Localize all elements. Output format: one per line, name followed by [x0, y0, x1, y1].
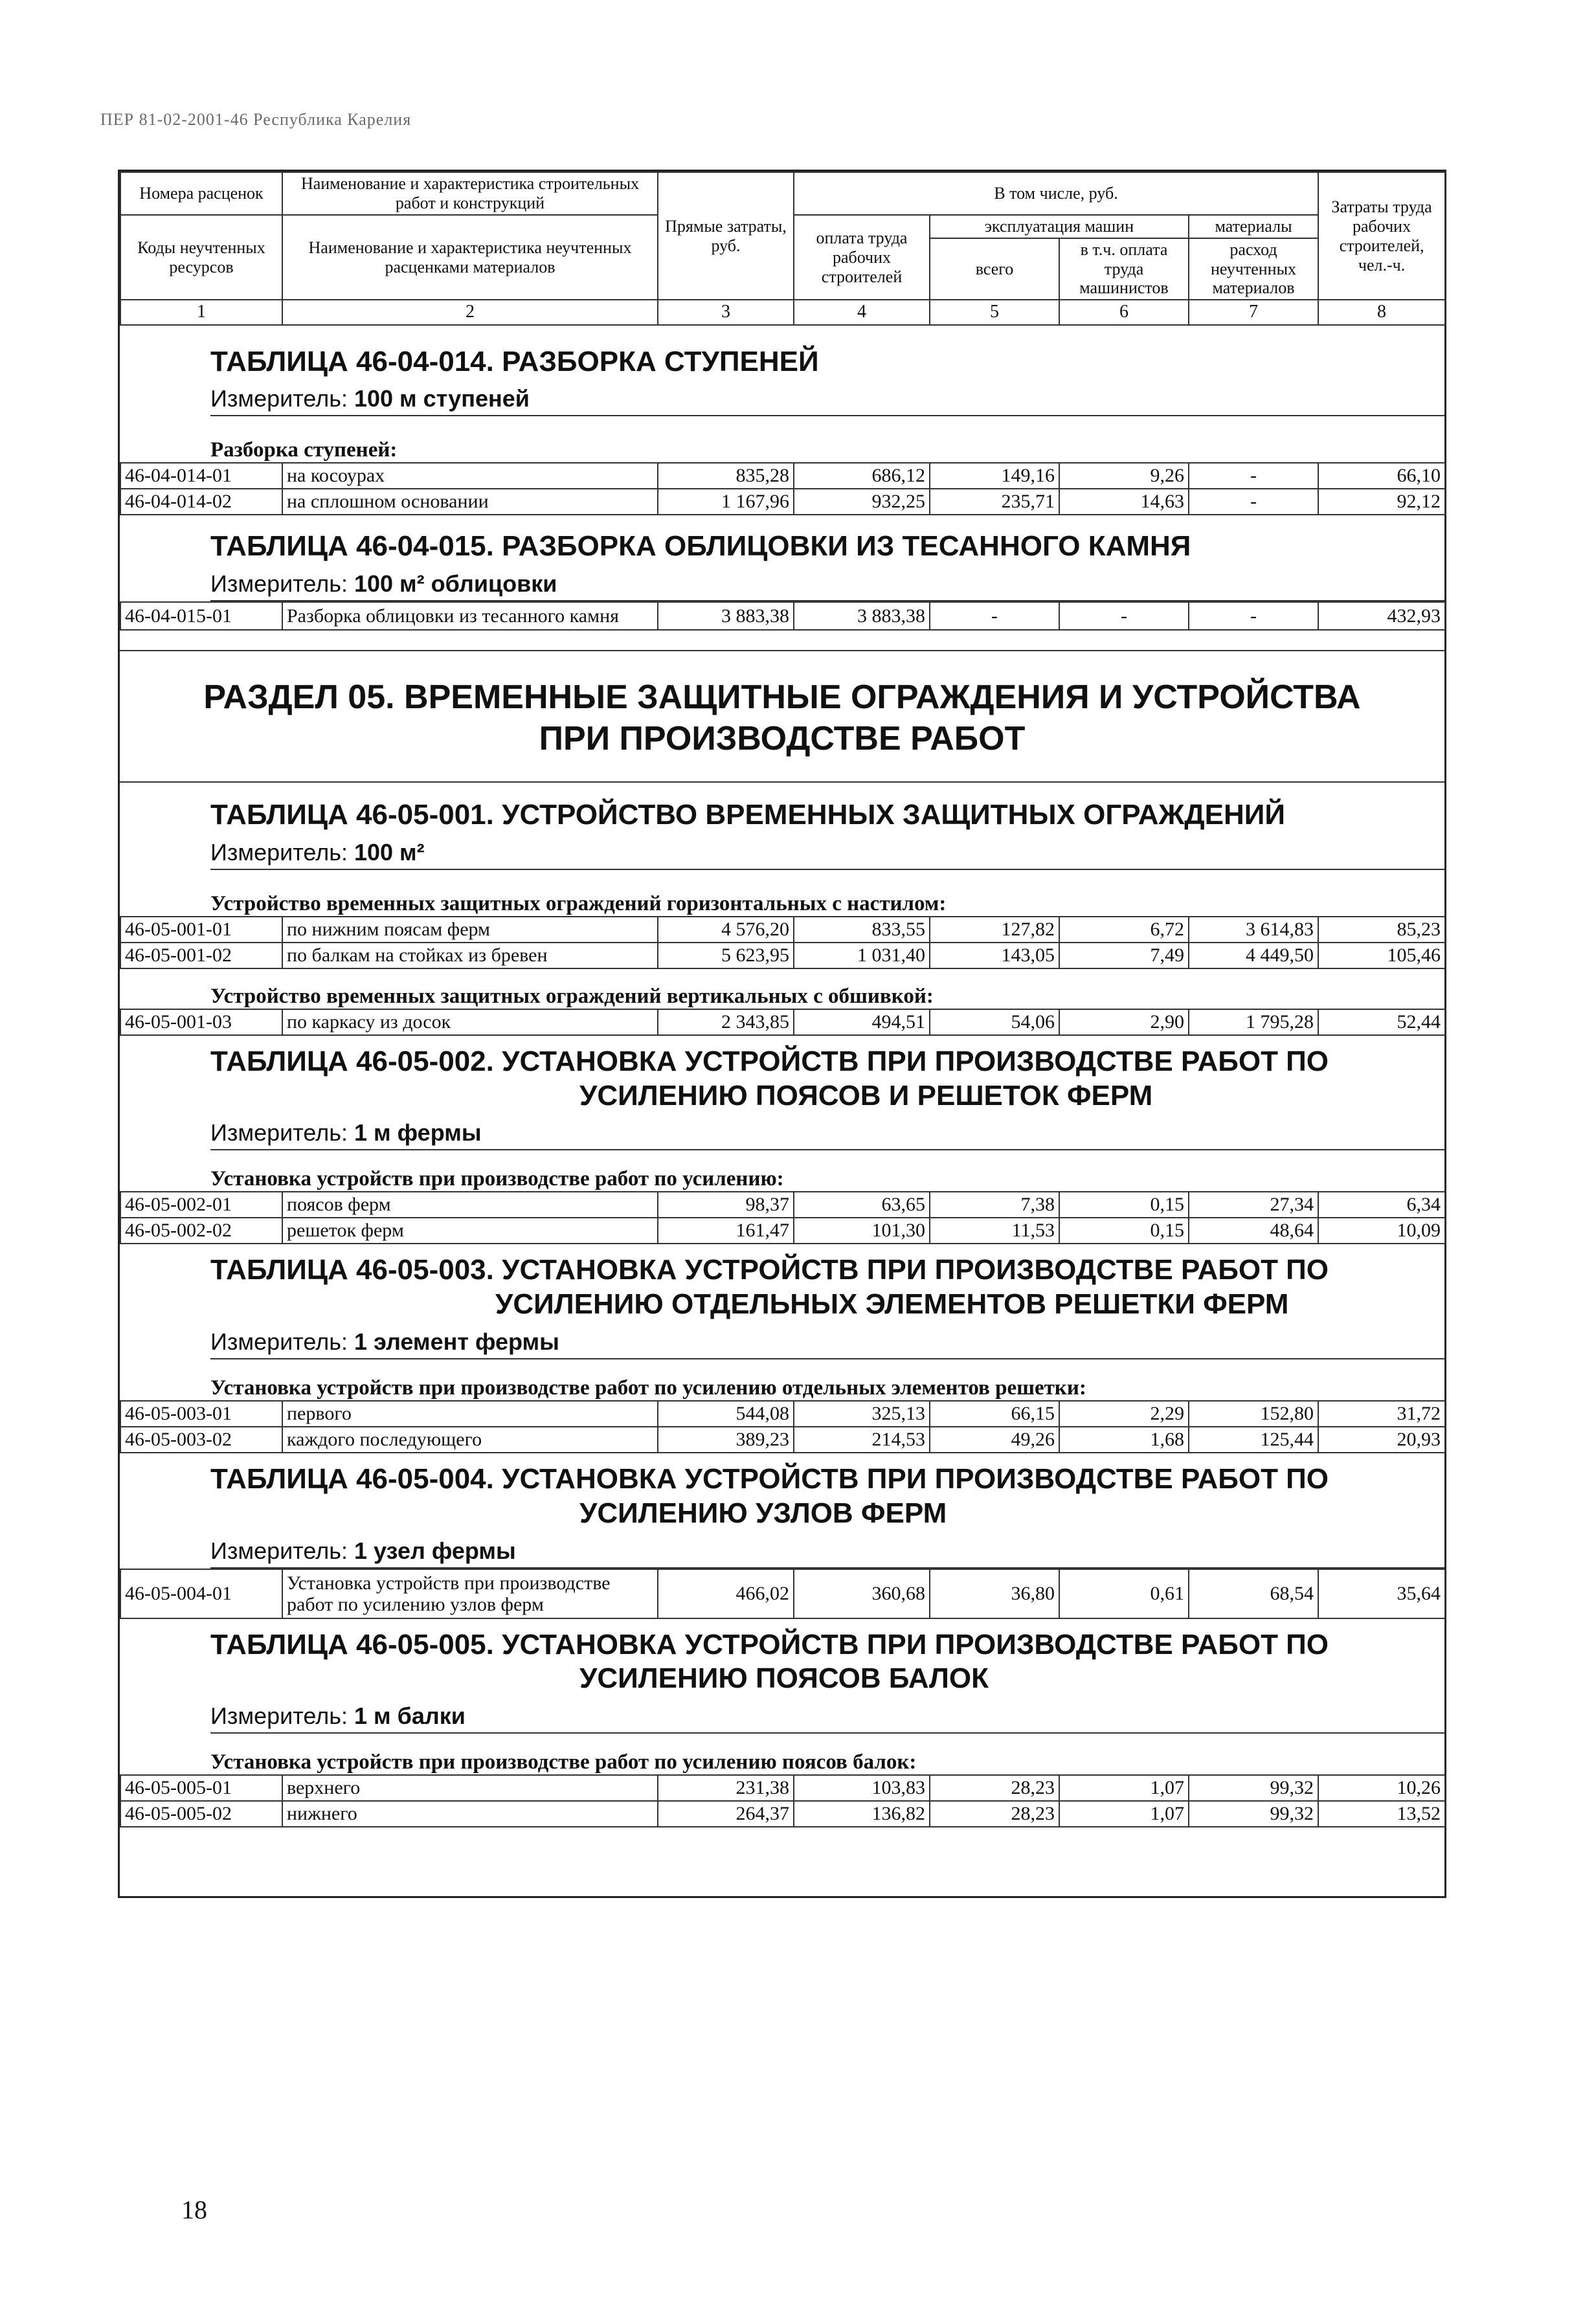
subheading: Установка устройств при производстве работ по усилению: [210, 1167, 784, 1191]
table-title: ТАБЛИЦА 46-05-001. УСТРОЙСТВО ВРЕМЕННЫХ ЗАЩИТНЫХ ОГРАЖДЕНИЙ [210, 799, 1286, 831]
rate-code: 46-05-005-02 [120, 1801, 282, 1827]
rate-name: по нижним поясам ферм [282, 917, 658, 943]
price-table-page [118, 170, 1446, 1898]
measure-label: Измеритель: [210, 838, 348, 866]
material-cost: - [1189, 489, 1318, 515]
machine-cost: 54,06 [930, 1009, 1059, 1035]
wage-cost: 494,51 [794, 1009, 930, 1035]
header-machines: эксплуатация машин [930, 215, 1189, 238]
rate-rows [120, 916, 1446, 969]
rate-code: 46-05-001-03 [120, 1009, 282, 1035]
table-title: ТАБЛИЦА 46-04-015. РАЗБОРКА ОБЛИЦОВКИ ИЗ ТЕСАННОГО КАМНЯ [210, 530, 1191, 563]
material-cost: 99,32 [1189, 1775, 1318, 1801]
table-46-05-003 [120, 1253, 1444, 1453]
rate-name: Разборка облицовки из тесанного камня [282, 602, 658, 630]
subheading: Устройство временных защитных ограждений горизонтальных с настилом: [210, 891, 947, 915]
machine-cost: 66,15 [930, 1401, 1059, 1427]
table-46-05-001 [120, 798, 1444, 1036]
measure-unit: 100 м² [354, 838, 425, 866]
measure-unit: 1 элемент фермы [354, 1328, 559, 1355]
rate-rows [120, 462, 1446, 515]
direct-cost: 231,38 [658, 1775, 794, 1801]
table-title-line-2: УСИЛЕНИЮ ПОЯСОВ БАЛОК [579, 1662, 989, 1695]
page-number: 18 [181, 2195, 207, 2224]
table-row [120, 1775, 1445, 1801]
table-row [120, 1569, 1445, 1618]
labor-cost: 92,12 [1318, 489, 1445, 515]
rate-name: Установка устройств при производстве работ по усилению узлов ферм [282, 1569, 658, 1618]
machinist-cost: 1,68 [1059, 1427, 1189, 1453]
rate-name: верхнего [282, 1775, 658, 1801]
rate-rows [120, 1400, 1446, 1453]
table-46-05-002 [120, 1045, 1444, 1245]
measure-line [210, 1703, 1444, 1734]
rate-code: 46-04-014-01 [120, 463, 282, 489]
table-row [120, 602, 1445, 630]
col-num: 5 [930, 300, 1059, 324]
direct-cost: 161,47 [658, 1218, 794, 1244]
header-wage: оплата труда рабочих строителей [794, 215, 930, 300]
running-header: ПЕР 81-02-2001-46 Республика Карелия [100, 110, 412, 129]
wage-cost: 1 031,40 [794, 943, 930, 968]
labor-cost: 6,34 [1318, 1192, 1445, 1218]
direct-cost: 1 167,96 [658, 489, 794, 515]
direct-cost: 264,37 [658, 1801, 794, 1827]
rate-name: нижнего [282, 1801, 658, 1827]
direct-cost: 98,37 [658, 1192, 794, 1218]
material-cost: 1 795,28 [1189, 1009, 1318, 1035]
rate-name: по балкам на стойках из бревен [282, 943, 658, 968]
header-codes-top: Номера расценок [120, 172, 282, 215]
labor-cost: 31,72 [1318, 1401, 1445, 1427]
wage-cost: 101,30 [794, 1218, 930, 1244]
subheading: Установка устройств при производстве работ по усилению отдельных элементов решетки: [210, 1376, 1086, 1400]
machinist-cost: 7,49 [1059, 943, 1189, 968]
table-title-line-2: УСИЛЕНИЮ ОТДЕЛЬНЫХ ЭЛЕМЕНТОВ РЕШЕТКИ ФЕРМ [495, 1288, 1289, 1321]
subheading: Разборка ступеней: [210, 438, 398, 462]
table-46-04-014 [120, 345, 1444, 516]
measure-line [210, 570, 1444, 601]
material-cost: - [1189, 602, 1318, 630]
rate-code: 46-05-001-01 [120, 917, 282, 943]
wage-cost: 63,65 [794, 1192, 930, 1218]
labor-cost: 432,93 [1318, 602, 1445, 630]
machinist-cost: 2,29 [1059, 1401, 1189, 1427]
table-title: ТАБЛИЦА 46-04-014. РАЗБОРКА СТУПЕНЕЙ [210, 345, 819, 377]
labor-cost: 13,52 [1318, 1801, 1445, 1827]
section-title-line-2: ПРИ ПРОИЗВОДСТВЕ РАБОТ [539, 719, 1026, 757]
measure-line [210, 1119, 1444, 1150]
col-num: 3 [658, 300, 794, 324]
measure-unit: 1 м балки [354, 1703, 466, 1730]
rate-code: 46-05-002-01 [120, 1192, 282, 1218]
measure-label: Измеритель: [210, 1119, 348, 1146]
header-including: В том числе, руб. [794, 172, 1318, 215]
measure-label: Измеритель: [210, 1328, 348, 1355]
labor-cost: 85,23 [1318, 917, 1445, 943]
labor-cost: 35,64 [1318, 1569, 1445, 1618]
labor-cost: 52,44 [1318, 1009, 1445, 1035]
table-46-05-004 [120, 1462, 1444, 1619]
machinist-cost: 1,07 [1059, 1775, 1189, 1801]
machine-cost: 149,16 [930, 463, 1059, 489]
direct-cost: 835,28 [658, 463, 794, 489]
material-cost: 48,64 [1189, 1218, 1318, 1244]
wage-cost: 214,53 [794, 1427, 930, 1453]
table-title-line-1: ТАБЛИЦА 46-05-002. УСТАНОВКА УСТРОЙСТВ ПРИ ПРОИЗВОДСТВЕ РАБОТ ПО [210, 1045, 1329, 1077]
direct-cost: 2 343,85 [658, 1009, 794, 1035]
measure-line [210, 1328, 1444, 1359]
material-cost: 99,32 [1189, 1801, 1318, 1827]
measure-unit: 100 м ступеней [354, 385, 530, 412]
col-num: 2 [282, 300, 658, 324]
table-row [120, 463, 1445, 489]
machine-cost: 127,82 [930, 917, 1059, 943]
rate-rows [120, 601, 1446, 631]
rate-code: 46-05-002-02 [120, 1218, 282, 1244]
machine-cost: 49,26 [930, 1427, 1059, 1453]
machine-cost: 36,80 [930, 1569, 1059, 1618]
measure-label: Измеритель: [210, 1537, 348, 1564]
table-title-line-2: УСИЛЕНИЮ УЗЛОВ ФЕРМ [579, 1497, 947, 1529]
machinist-cost: 9,26 [1059, 463, 1189, 489]
material-cost: 68,54 [1189, 1569, 1318, 1618]
measure-line [210, 385, 1444, 416]
table-row [120, 1192, 1445, 1218]
table-row [120, 1401, 1445, 1427]
measure-unit: 1 узел фермы [354, 1537, 516, 1564]
table-title [210, 1253, 1444, 1322]
col-num: 7 [1189, 300, 1318, 324]
machinist-cost: 6,72 [1059, 917, 1189, 943]
measure-unit: 1 м фермы [354, 1119, 482, 1146]
table-title [210, 1628, 1444, 1697]
labor-cost: 10,09 [1318, 1218, 1445, 1244]
table-row [120, 1801, 1445, 1827]
table-row [120, 1218, 1445, 1244]
wage-cost: 686,12 [794, 463, 930, 489]
wage-cost: 932,25 [794, 489, 930, 515]
header-materials: материалы [1189, 215, 1318, 238]
measure-label: Измеритель: [210, 570, 348, 598]
rate-rows [120, 1569, 1446, 1619]
machine-cost: 28,23 [930, 1801, 1059, 1827]
rate-name: поясов ферм [282, 1192, 658, 1218]
header-mat-consumption: расход неучтенных материалов [1189, 238, 1318, 300]
header-machinist: в т.ч. оплата труда машинистов [1059, 238, 1189, 300]
labor-cost: 10,26 [1318, 1775, 1445, 1801]
wage-cost: 136,82 [794, 1801, 930, 1827]
machine-cost: 7,38 [930, 1192, 1059, 1218]
rate-code: 46-05-003-01 [120, 1401, 282, 1427]
column-header [120, 172, 1446, 326]
machinist-cost: - [1059, 602, 1189, 630]
table-title-line-1: ТАБЛИЦА 46-05-004. УСТАНОВКА УСТРОЙСТВ ПРИ ПРОИЗВОДСТВЕ РАБОТ ПО [210, 1462, 1329, 1495]
rate-name: по каркасу из досок [282, 1009, 658, 1035]
subheading: Устройство временных защитных ограждений вертикальных с обшивкой: [210, 984, 934, 1008]
machine-cost: 11,53 [930, 1218, 1059, 1244]
table-title-line-2: УСИЛЕНИЮ ПОЯСОВ И РЕШЕТОК ФЕРМ [579, 1079, 1153, 1112]
wage-cost: 103,83 [794, 1775, 930, 1801]
direct-cost: 3 883,38 [658, 602, 794, 630]
col-num: 8 [1318, 300, 1445, 324]
header-labor-costs: Затраты труда рабочих строителей, чел.-ч. [1318, 172, 1445, 300]
header-name-top: Наименование и характеристика строительных работ и конструкций [282, 172, 658, 215]
measure-line [210, 1537, 1444, 1569]
wage-cost: 833,55 [794, 917, 930, 943]
machine-cost: - [930, 602, 1059, 630]
direct-cost: 544,08 [658, 1401, 794, 1427]
rate-name: на косоурах [282, 463, 658, 489]
rate-code: 46-04-014-02 [120, 489, 282, 515]
col-num: 4 [794, 300, 930, 324]
direct-cost: 5 623,95 [658, 943, 794, 968]
table-title [210, 1462, 1444, 1531]
rate-code: 46-05-004-01 [120, 1569, 282, 1618]
labor-cost: 66,10 [1318, 463, 1445, 489]
section-heading [120, 650, 1444, 783]
rate-name: первого [282, 1401, 658, 1427]
wage-cost: 360,68 [794, 1569, 930, 1618]
table-row [120, 1427, 1445, 1453]
machinist-cost: 0,15 [1059, 1218, 1189, 1244]
header-direct-costs: Прямые затраты, руб. [658, 172, 794, 300]
measure-unit: 100 м² облицовки [354, 570, 557, 598]
subheading: Установка устройств при производстве работ по усилению поясов балок: [210, 1750, 917, 1774]
machinist-cost: 14,63 [1059, 489, 1189, 515]
section-title-line-1: РАЗДЕЛ 05. ВРЕМЕННЫЕ ЗАЩИТНЫЕ ОГРАЖДЕНИЯ И УСТРОЙСТВА [203, 678, 1361, 717]
direct-cost: 389,23 [658, 1427, 794, 1453]
machinist-cost: 0,61 [1059, 1569, 1189, 1618]
material-cost: 4 449,50 [1189, 943, 1318, 968]
machine-cost: 28,23 [930, 1775, 1059, 1801]
machine-cost: 235,71 [930, 489, 1059, 515]
measure-label: Измеритель: [210, 385, 348, 412]
table-title-line-1: ТАБЛИЦА 46-05-003. УСТАНОВКА УСТРОЙСТВ ПРИ ПРОИЗВОДСТВЕ РАБОТ ПО [210, 1254, 1329, 1286]
rate-code: 46-05-005-01 [120, 1775, 282, 1801]
rate-code: 46-05-001-02 [120, 943, 282, 968]
wage-cost: 325,13 [794, 1401, 930, 1427]
rate-rows [120, 1774, 1446, 1827]
rate-name: каждого последующего [282, 1427, 658, 1453]
labor-cost: 105,46 [1318, 943, 1445, 968]
table-46-05-005 [120, 1628, 1444, 1828]
direct-cost: 4 576,20 [658, 917, 794, 943]
table-46-04-015 [120, 530, 1444, 631]
machinist-cost: 0,15 [1059, 1192, 1189, 1218]
material-cost: - [1189, 463, 1318, 489]
header-name-bottom: Наименование и характеристика неучтенных расценками материалов [282, 215, 658, 300]
rate-name: решеток ферм [282, 1218, 658, 1244]
measure-line [210, 839, 1444, 870]
machinist-cost: 1,07 [1059, 1801, 1189, 1827]
material-cost: 152,80 [1189, 1401, 1318, 1427]
header-codes-bottom: Коды неучтенных ресурсов [120, 215, 282, 300]
labor-cost: 20,93 [1318, 1427, 1445, 1453]
table-title-line-1: ТАБЛИЦА 46-05-005. УСТАНОВКА УСТРОЙСТВ ПРИ ПРОИЗВОДСТВЕ РАБОТ ПО [210, 1628, 1329, 1660]
table-row [120, 943, 1445, 968]
rate-name: на сплошном основании [282, 489, 658, 515]
material-cost: 125,44 [1189, 1427, 1318, 1453]
col-num: 1 [120, 300, 282, 324]
direct-cost: 466,02 [658, 1569, 794, 1618]
rate-rows [120, 1009, 1446, 1036]
table-row [120, 489, 1445, 515]
material-cost: 27,34 [1189, 1192, 1318, 1218]
measure-label: Измеритель: [210, 1703, 348, 1730]
header-total: всего [930, 238, 1059, 300]
wage-cost: 3 883,38 [794, 602, 930, 630]
table-title [210, 1045, 1444, 1113]
table-row [120, 1009, 1445, 1035]
machinist-cost: 2,90 [1059, 1009, 1189, 1035]
machine-cost: 143,05 [930, 943, 1059, 968]
rate-code: 46-04-015-01 [120, 602, 282, 630]
rate-rows [120, 1191, 1446, 1244]
material-cost: 3 614,83 [1189, 917, 1318, 943]
table-row [120, 917, 1445, 943]
col-num: 6 [1059, 300, 1189, 324]
rate-code: 46-05-003-02 [120, 1427, 282, 1453]
